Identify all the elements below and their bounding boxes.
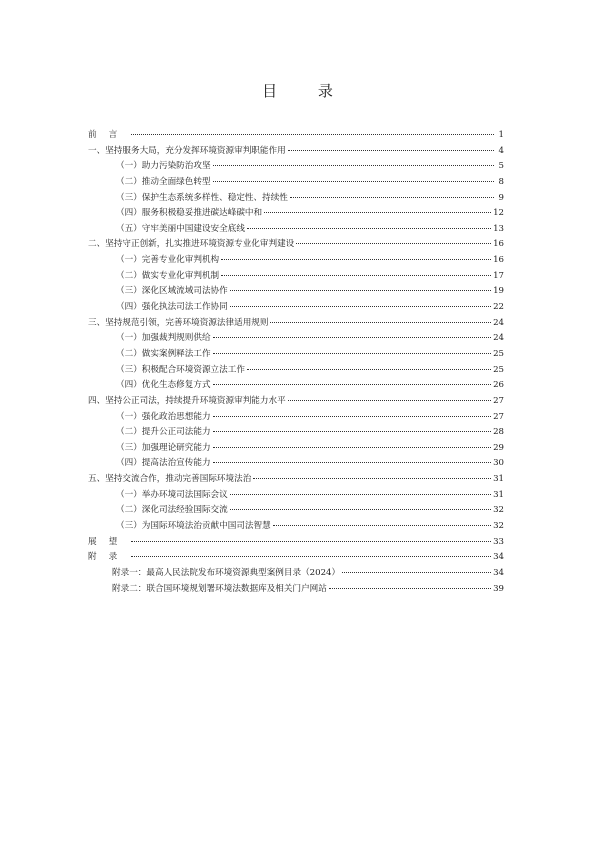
toc-entry-page-number: 17 xyxy=(493,270,504,281)
toc-entry[interactable] xyxy=(88,284,504,300)
toc-entry[interactable] xyxy=(88,550,504,566)
toc-entry-title: （三）积极配合环境资源立法工作 xyxy=(116,364,245,375)
dot-leader xyxy=(221,275,491,276)
toc-entry[interactable] xyxy=(88,237,504,253)
toc-entry-title: 附录 xyxy=(88,552,130,563)
toc-entry[interactable] xyxy=(88,441,504,457)
toc-entry[interactable] xyxy=(88,535,504,551)
toc-entry-title: 二、坚持守正创新，扎实推进环境资源专业化审判建设 xyxy=(88,239,295,250)
table-of-contents xyxy=(88,128,504,597)
toc-entry-page-number: 31 xyxy=(493,489,504,500)
dot-leader xyxy=(296,243,491,244)
toc-entry[interactable] xyxy=(88,269,504,285)
toc-entry-page-number: 28 xyxy=(493,427,504,438)
toc-entry-page-number: 13 xyxy=(493,223,504,234)
toc-entry[interactable] xyxy=(88,206,504,222)
toc-entry[interactable] xyxy=(88,410,504,426)
dot-leader xyxy=(131,541,491,542)
toc-entry-page-number: 30 xyxy=(493,458,504,469)
dot-leader xyxy=(230,509,491,510)
toc-entry-title: （三）为国际环境法治贡献中国司法智慧 xyxy=(116,521,271,532)
toc-entry-title: （四）优化生态修复方式 xyxy=(116,380,211,391)
toc-entry-title: （五）守牢美丽中国建设安全底线 xyxy=(116,223,245,234)
toc-entry-page-number: 32 xyxy=(493,521,504,532)
toc-entry-title: （一）举办环境司法国际会议 xyxy=(116,489,228,500)
toc-entry-page-number: 22 xyxy=(493,302,504,313)
toc-entry[interactable] xyxy=(88,128,504,144)
dot-leader xyxy=(213,353,492,354)
toc-entry-page-number: 8 xyxy=(498,176,504,187)
toc-entry-title: （二）提升公正司法能力 xyxy=(116,427,211,438)
toc-entry-title: 附录二：联合国环境规划署环境法数据库及相关门户网站 xyxy=(112,583,327,594)
toc-entry[interactable] xyxy=(88,253,504,269)
toc-entry-title: （二）做实案例释法工作 xyxy=(116,348,211,359)
toc-entry[interactable] xyxy=(88,566,504,582)
dot-leader xyxy=(230,290,491,291)
dot-leader xyxy=(221,259,491,260)
toc-entry-page-number: 27 xyxy=(493,411,504,422)
toc-entry-title: 三、坚持规范引领，完善环境资源法律适用规则 xyxy=(88,317,269,328)
toc-entry-page-number: 5 xyxy=(498,161,504,172)
toc-entry-title: （四）服务积极稳妥推进碳达峰碳中和 xyxy=(116,208,263,219)
toc-entry-page-number: 39 xyxy=(493,583,504,594)
toc-entry-page-number: 12 xyxy=(493,208,504,219)
dot-leader xyxy=(230,306,491,307)
toc-entry-page-number: 24 xyxy=(493,333,504,344)
dot-leader xyxy=(213,181,494,182)
dot-leader xyxy=(247,369,491,370)
toc-entry-page-number: 32 xyxy=(493,505,504,516)
toc-entry-page-number: 16 xyxy=(493,239,504,250)
toc-entry-page-number: 25 xyxy=(493,364,504,375)
toc-entry[interactable] xyxy=(88,425,504,441)
toc-entry[interactable] xyxy=(88,582,504,598)
toc-entry-page-number: 16 xyxy=(493,255,504,266)
dot-leader xyxy=(288,400,491,401)
toc-entry[interactable] xyxy=(88,394,504,410)
dot-leader xyxy=(253,478,491,479)
toc-entry[interactable] xyxy=(88,503,504,519)
dot-leader xyxy=(131,134,494,135)
toc-entry-title: （一）完善专业化审判机构 xyxy=(116,255,220,266)
toc-entry-title: （三）深化区域流域司法协作 xyxy=(116,286,228,297)
toc-entry[interactable] xyxy=(88,456,504,472)
toc-entry[interactable] xyxy=(88,191,504,207)
toc-entry-title: 附录一：最高人民法院发布环境资源典型案例目录（2024） xyxy=(112,567,341,578)
dot-leader xyxy=(230,494,491,495)
toc-entry[interactable] xyxy=(88,222,504,238)
dot-leader xyxy=(213,447,492,448)
dot-leader xyxy=(329,588,491,589)
toc-entry[interactable] xyxy=(88,347,504,363)
toc-entry-page-number: 31 xyxy=(493,474,504,485)
dot-leader xyxy=(290,197,494,198)
toc-entry-title: 四、坚持公正司法，持续提升环境资源审判能力水平 xyxy=(88,395,286,406)
toc-entry-title: 展望 xyxy=(88,536,130,547)
toc-entry-page-number: 33 xyxy=(493,536,504,547)
toc-entry-page-number: 24 xyxy=(493,317,504,328)
toc-entry-page-number: 34 xyxy=(493,567,504,578)
dot-leader xyxy=(213,384,492,385)
dot-leader xyxy=(213,462,492,463)
toc-entry[interactable] xyxy=(88,519,504,535)
toc-entry[interactable] xyxy=(88,363,504,379)
toc-entry[interactable] xyxy=(88,472,504,488)
toc-entry-title: （一）助力污染防治攻坚 xyxy=(116,161,211,172)
toc-entry-page-number: 19 xyxy=(493,286,504,297)
toc-entry-page-number: 34 xyxy=(493,552,504,563)
dot-leader xyxy=(213,165,494,166)
toc-entry-title: （一）强化政治思想能力 xyxy=(116,411,211,422)
dot-leader xyxy=(247,228,491,229)
toc-entry-title: 前言 xyxy=(88,130,130,140)
toc-entry-title: （四）提高法治宣传能力 xyxy=(116,458,211,469)
toc-entry-page-number: 26 xyxy=(493,380,504,391)
toc-entry-title: 五、坚持交流合作，推动完善国际环境法治 xyxy=(88,474,252,485)
toc-entry-title: 一、坚持服务大局，充分发挥环境资源审判职能作用 xyxy=(88,145,286,156)
page-title: 目 录 xyxy=(262,82,351,100)
toc-entry[interactable] xyxy=(88,144,504,160)
toc-entry[interactable] xyxy=(88,488,504,504)
toc-entry[interactable] xyxy=(88,300,504,316)
toc-entry-title: （三）保护生态系统多样性、稳定性、持续性 xyxy=(116,192,288,203)
dot-leader xyxy=(213,337,492,338)
toc-entry[interactable] xyxy=(88,316,504,332)
dot-leader xyxy=(264,212,491,213)
dot-leader xyxy=(270,322,491,323)
toc-entry-title: （二）推动全面绿色转型 xyxy=(116,176,211,187)
toc-entry-title: （二）做实专业化审判机制 xyxy=(116,270,220,281)
toc-entry-page-number: 9 xyxy=(498,192,504,203)
toc-entry-title: （四）强化执法司法工作协同 xyxy=(116,302,228,313)
dot-leader xyxy=(342,572,491,573)
toc-entry-page-number: 27 xyxy=(493,395,504,406)
toc-entry-page-number: 25 xyxy=(493,348,504,359)
dot-leader xyxy=(273,525,491,526)
toc-entry-title: （二）深化司法经验国际交流 xyxy=(116,505,228,516)
dot-leader xyxy=(213,431,492,432)
toc-entry[interactable] xyxy=(88,175,504,191)
toc-entry-page-number: 29 xyxy=(493,442,504,453)
toc-entry-page-number: 1 xyxy=(498,130,504,140)
toc-entry[interactable] xyxy=(88,159,504,175)
dot-leader xyxy=(213,416,492,417)
dot-leader xyxy=(288,150,494,151)
toc-entry-title: （三）加强理论研究能力 xyxy=(116,442,211,453)
dot-leader xyxy=(131,556,491,557)
toc-entry[interactable] xyxy=(88,378,504,394)
toc-entry-title: （一）加强裁判规则供给 xyxy=(116,333,211,344)
toc-entry-page-number: 4 xyxy=(498,145,504,156)
toc-entry[interactable] xyxy=(88,331,504,347)
